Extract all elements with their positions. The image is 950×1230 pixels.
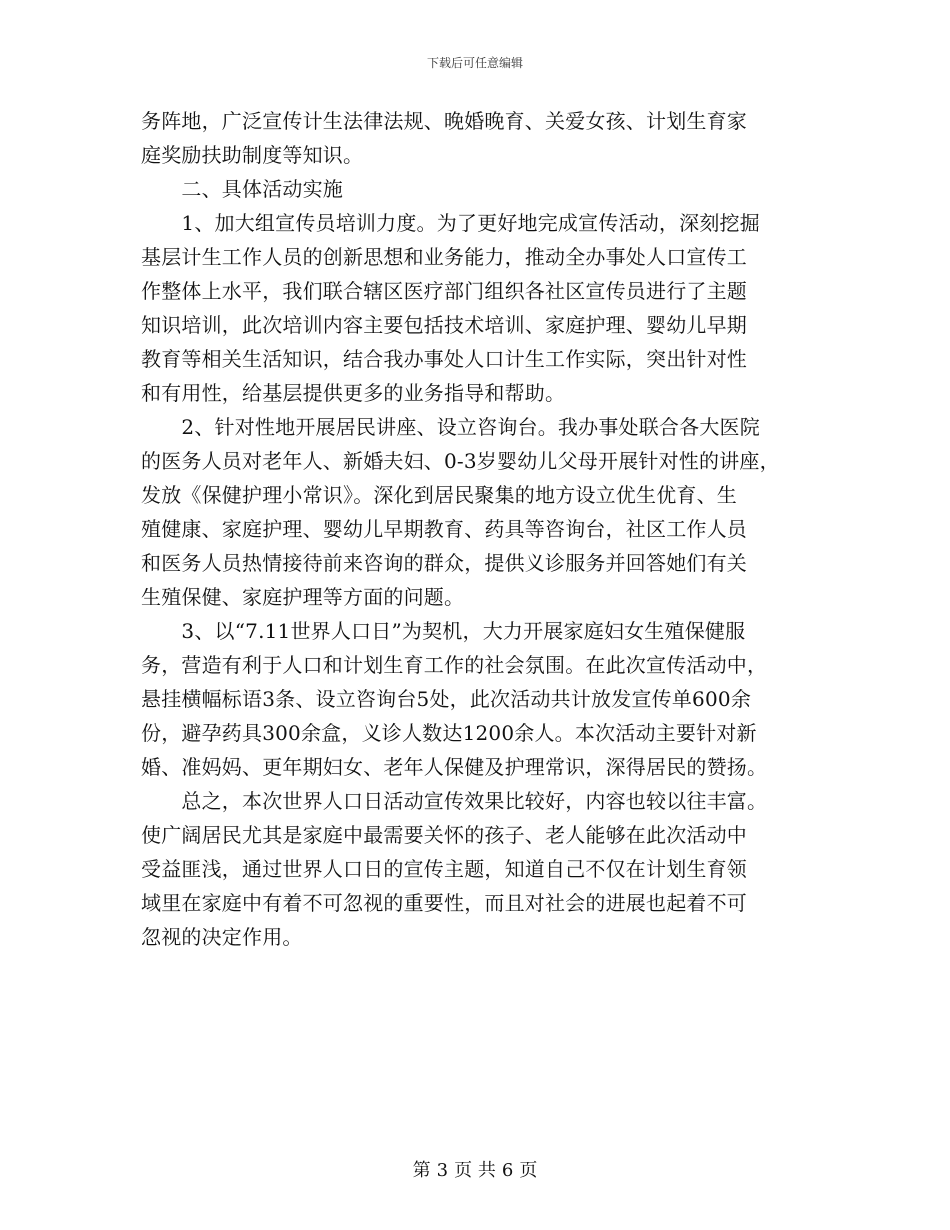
text-line: 作整体上水平，我们联合辖区医疗部门组织各社区宣传员进行了主题 — [141, 279, 747, 303]
text-line: 知识培训，此次培训内容主要包括技术培训、家庭护理、婴幼儿早期 — [141, 313, 747, 337]
text-line: 生殖保健、家庭护理等方面的问题。 — [141, 585, 465, 609]
footer-page-number: 3 — [436, 1160, 449, 1181]
text-line: 受益匪浅，通过世界人口日的宣传主题，知道自己不仅在计划生育领 — [141, 857, 747, 881]
text-line: 教育等相关生活知识，结合我办事处人口计生工作实际，突出针对性 — [141, 347, 747, 371]
text-line: 殖健康、家庭护理、婴幼儿早期教育、药具等咨询台，社区工作人员 — [141, 517, 747, 541]
text-line: 份，避孕药具300余盒，义诊人数达1200余人。本次活动主要针对新 — [141, 721, 757, 745]
text-line: 总之，本次世界人口日活动宣传效果比较好，内容也较以往丰富。 — [141, 789, 768, 813]
text-line: 1、加大组宣传员培训力度。为了更好地完成宣传活动，深刻挖掘 — [141, 211, 760, 235]
text-line: 2、针对性地开展居民讲座、设立咨询台。我办事处联合各大医院 — [141, 415, 760, 439]
section-heading: 二、具体活动实施 — [141, 177, 343, 201]
text-line: 的医务人员对老年人、新婚夫妇、0-3岁婴幼儿父母开展针对性的讲座， — [141, 449, 780, 473]
page-footer — [0, 1156, 950, 1182]
text-line: 发放《保健护理小常识》。深化到居民聚集的地方设立优生优育、生 — [141, 483, 737, 507]
text-line: 务阵地，广泛宣传计生法律法规、晚婚晚育、关爱女孩、计划生育家 — [141, 109, 747, 133]
footer-suffix: 页 — [519, 1160, 538, 1181]
text-line: 务，营造有利于人口和计划生育工作的社会氛围。在此次宣传活动中， — [141, 653, 768, 677]
text-line: 和医务人员热情接待前来咨询的群众，提供义诊服务并回答她们有关 — [141, 551, 747, 575]
text-line: 3、以“7.11世界人口日”为契机，大力开展家庭妇女生殖保健服 — [141, 619, 746, 643]
page-header-note: 下载后可任意编辑 — [426, 56, 523, 70]
document-body — [141, 104, 841, 954]
text-line: 域里在家庭中有着不可忽视的重要性，而且对社会的进展也起着不可 — [141, 891, 747, 915]
text-line: 庭奖励扶助制度等知识。 — [141, 143, 364, 167]
text-line: 基层计生工作人员的创新思想和业务能力，推动全办事处人口宣传工 — [141, 245, 747, 269]
text-line: 和有用性，给基层提供更多的业务指导和帮助。 — [141, 381, 566, 405]
footer-mid: 页 共 — [454, 1160, 496, 1181]
text-line: 忽视的决定作用。 — [141, 925, 303, 949]
footer-prefix: 第 — [412, 1160, 431, 1181]
footer-total-pages: 6 — [501, 1160, 514, 1181]
text-line: 婚、准妈妈、更年期妇女、老年人保健及护理常识，深得居民的赞扬。 — [141, 755, 768, 779]
text-line: 悬挂横幅标语3条、设立咨询台5处，此次活动共计放发宣传单600余 — [141, 687, 752, 711]
text-line: 使广阔居民尤其是家庭中最需要关怀的孩子、老人能够在此次活动中 — [141, 823, 747, 847]
